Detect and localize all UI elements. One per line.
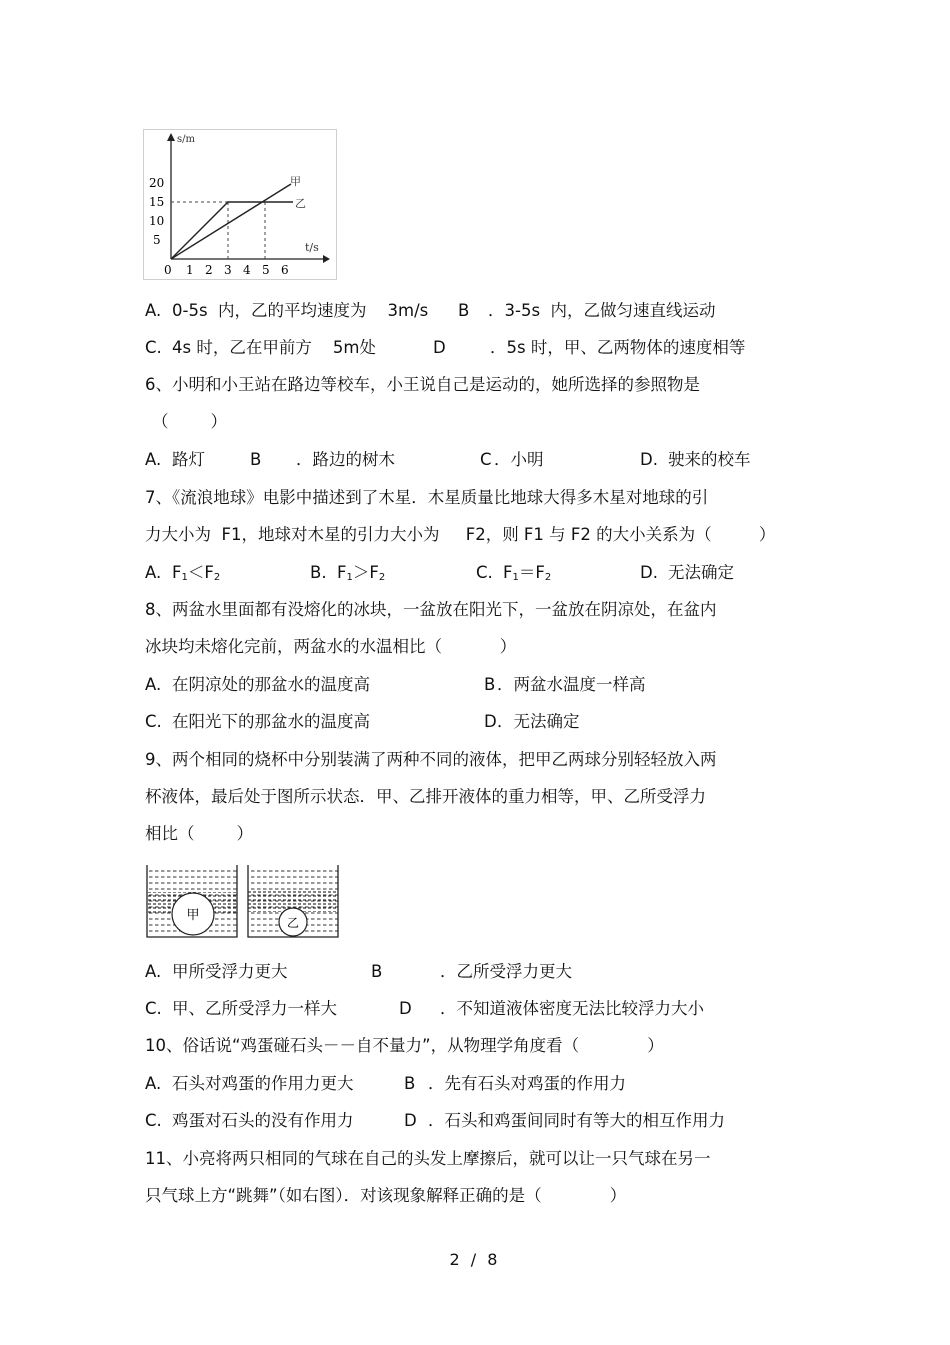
option-letter: A. (145, 675, 162, 694)
option-letter: D. (640, 450, 658, 469)
question-9-text: 相比（ ） (145, 824, 253, 843)
option-letter: C. (476, 563, 493, 582)
question-6-text: 6、小明和小王站在路边等校车，小王说自己是运动的，她所选择的参照物是 (145, 375, 700, 394)
option-formula: $F_1>F_2$ (337, 563, 386, 583)
x-axis-label: t/s (305, 241, 319, 254)
question-7-text: 7、《流浪地球》电影中描述到了木星．木星质量比地球大得多木星对地球的引 (145, 488, 709, 507)
question-6-blank: （ ） (152, 412, 227, 431)
series-jia-label: 甲 (290, 175, 301, 188)
y-tick-label: 20 (149, 176, 165, 190)
y-tick-label: 15 (149, 195, 165, 209)
x-tick-label: 5 (262, 263, 270, 277)
option-text: ．路边的树木 (296, 450, 395, 469)
option-text: 甲、乙所受浮力一样大 (172, 999, 337, 1018)
y-tick-label: 5 (153, 233, 161, 247)
option-letter: D (399, 999, 412, 1018)
option-letter: C. (145, 338, 162, 357)
st-graph-figure (143, 129, 338, 281)
x-tick-label: 6 (281, 263, 289, 277)
x-tick-label: 4 (243, 263, 251, 277)
x-tick-label: 3 (224, 263, 232, 277)
y-axis-label: s/m (177, 134, 195, 145)
option-letter: B (458, 301, 470, 320)
option-letter: A. (145, 301, 162, 320)
beakers-figure (143, 862, 343, 942)
option-letter: D. (640, 563, 658, 582)
option-text: 0-5s 内，乙的平均速度为 3m/s (172, 301, 429, 320)
option-letter: D (404, 1111, 417, 1130)
option-text: 路灯 (172, 450, 205, 469)
question-10-text: 10、俗话说“鸡蛋碰石头－－自不量力”，从物理学角度看（ ） (145, 1036, 664, 1055)
question-11-text: 只气球上方“跳舞”（如右图）．对该现象解释正确的是（ ） (145, 1186, 627, 1205)
question-9-text: 9、两个相同的烧杯中分别装满了两种不同的液体，把甲乙两球分别轻轻放入两 (145, 750, 717, 769)
option-letter: B (404, 1074, 416, 1093)
option-text: ．石头和鸡蛋间同时有等大的相互作用力 (428, 1111, 725, 1130)
option-letter: D (433, 338, 446, 357)
beaker-yi (248, 865, 338, 937)
option-letter: B (250, 450, 262, 469)
option-letter: D (484, 712, 497, 731)
option-text: 驶来的校车 (668, 450, 751, 469)
option-text: ．3-5s 内，乙做匀速直线运动 (488, 301, 716, 320)
page-number: 2 / 8 (449, 1250, 501, 1269)
x-tick-label: 2 (205, 263, 213, 277)
option-text: 甲所受浮力更大 (172, 962, 288, 981)
x-tick-label: 1 (186, 263, 194, 277)
option-letter: A. (145, 450, 162, 469)
question-9-text: 杯液体，最后处于图所示状态．甲、乙排开液体的重力相等，甲、乙所受浮力 (145, 787, 706, 806)
option-text: ．乙所受浮力更大 (440, 962, 572, 981)
option-text: ．无法确定 (497, 712, 580, 731)
option-letter: C. (145, 712, 162, 731)
option-letter: A. (145, 1074, 162, 1093)
ball-label: 甲 (186, 908, 200, 923)
series-yi-line (171, 202, 293, 259)
y-tick-label: 10 (149, 214, 165, 228)
question-8-text: 冰块均未熔化完前，两盆水的水温相比（ ） (145, 637, 517, 656)
option-letter: C. (145, 999, 162, 1018)
option-letter: A. (145, 563, 162, 582)
option-text: ．先有石头对鸡蛋的作用力 (428, 1074, 626, 1093)
option-text: ．小明 (494, 450, 544, 469)
option-text: 4s 时，乙在甲前方 5m处 (172, 338, 376, 357)
question-11-text: 11、小亮将两只相同的气球在自己的头发上摩擦后，就可以让一只气球在另一 (145, 1149, 711, 1168)
y-axis-arrow (167, 133, 175, 141)
ball-label: 乙 (286, 916, 300, 930)
option-text: 石头对鸡蛋的作用力更大 (172, 1074, 354, 1093)
option-letter: B. (310, 563, 327, 582)
x-tick-label: 0 (164, 263, 172, 277)
option-text: ．不知道液体密度无法比较浮力大小 (440, 999, 704, 1018)
option-letter: C. (145, 1111, 162, 1130)
option-formula: $F_1=F_2$ (503, 563, 552, 583)
question-8-text: 8、两盆水里面都有没熔化的冰块，一盆放在阳光下，一盆放在阴凉处，在盆内 (145, 600, 717, 619)
option-letter: A. (145, 962, 162, 981)
option-letter: B (484, 675, 496, 694)
option-text: 鸡蛋对石头的没有作用力 (172, 1111, 354, 1130)
option-text: 无法确定 (668, 563, 734, 582)
series-jia-line (171, 184, 291, 259)
series-yi-label: 乙 (295, 197, 306, 210)
option-letter: B (371, 962, 383, 981)
option-text: ．5s 时，甲、乙两物体的速度相等 (490, 338, 746, 357)
x-axis-arrow (323, 255, 330, 263)
option-text: ．两盆水温度一样高 (497, 675, 646, 694)
question-7-text: 力大小为 F1，地球对木星的引力大小为 F2，则 F1 与 F2 的大小关系为（ ） (145, 525, 776, 544)
option-formula: $F_1<F_2$ (172, 563, 221, 583)
option-letter: C (480, 450, 492, 469)
option-text: 在阴凉处的那盆水的温度高 (172, 675, 370, 694)
option-text: 在阳光下的那盆水的温度高 (172, 712, 370, 731)
beaker-jia (147, 865, 237, 937)
